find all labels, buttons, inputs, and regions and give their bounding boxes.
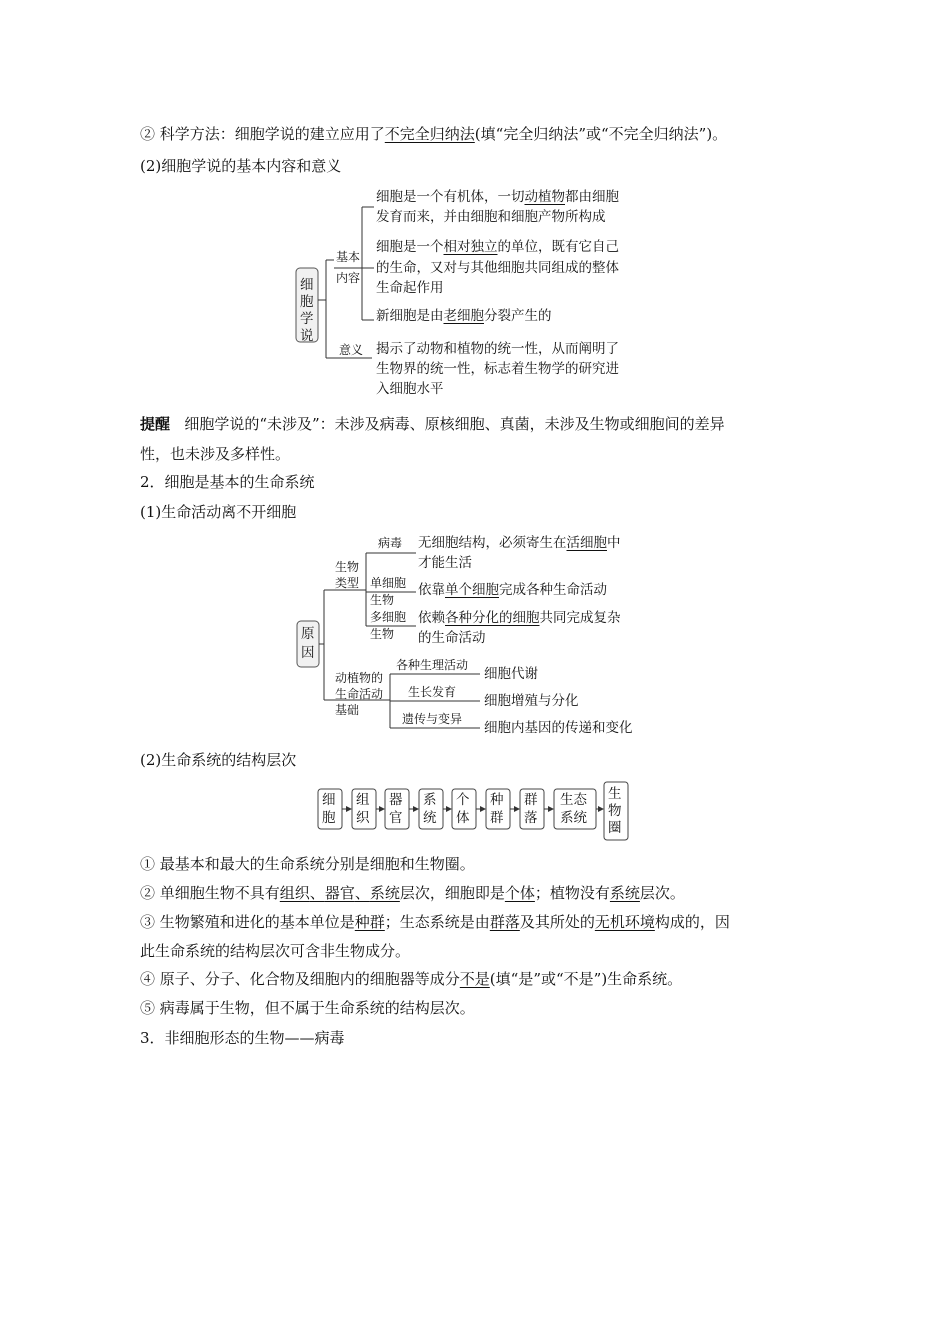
text: 无细胞结构，必须寄生在: [418, 535, 567, 551]
level-text: 官: [389, 810, 403, 826]
root-char: 细: [300, 277, 314, 293]
text: ④ 原子、分子、化合物及细胞内的细胞器等成分: [140, 970, 460, 988]
text: 都由细胞: [565, 189, 619, 205]
level-text: 生态: [560, 792, 587, 808]
answer-blank: 不完全归纳法: [384, 125, 475, 143]
meaning-text: 揭示了动物和植物的统一性，从而阐明了: [376, 341, 619, 357]
answer-blank: 、: [309, 884, 325, 902]
text: 依靠: [418, 582, 445, 598]
answer-blank: 系统: [609, 884, 640, 902]
heading-section-3: 3．非细胞形态的生物——病毒: [140, 1029, 345, 1047]
answer-blank: 活细胞: [566, 535, 607, 551]
text: (填“完全归纳法”或“不完全归纳法”)。: [474, 125, 728, 143]
text: ；植物没有: [534, 884, 610, 902]
label-multi-cell: 多细胞: [370, 610, 407, 624]
activity-label: 生长发育: [408, 685, 457, 699]
activity-label: 各种生理活动: [396, 658, 469, 672]
activity-label: 遗传与变异: [402, 712, 463, 726]
text: 构成的，因: [654, 913, 730, 931]
label-basic: 基本: [336, 250, 361, 264]
answer-blank: 系统: [369, 884, 400, 902]
heading-section-2: 2．细胞是基本的生命系统: [140, 473, 315, 491]
level-text: 生: [608, 786, 622, 802]
label-virus: 病毒: [378, 536, 403, 550]
answer-blank: 、: [354, 884, 370, 902]
level-text: 落: [524, 810, 538, 826]
text: 细胞学说的“未涉及”：未涉及病毒、原核细胞、真菌，未涉及生物或细胞间的差异: [184, 415, 725, 433]
answer-blank: 老细胞: [443, 308, 484, 324]
level-text: 系统: [560, 810, 587, 826]
level-text: 群: [524, 792, 538, 808]
label-basis: 基础: [335, 703, 360, 717]
note-3: [140, 912, 730, 932]
virus-text: 才能生活: [418, 555, 472, 571]
meaning-text: 生物界的统一性，标志着生物学的研究进: [376, 361, 619, 377]
level-text: 胞: [322, 810, 336, 826]
answer-blank: 器官: [324, 884, 355, 902]
root-char: 学: [300, 311, 314, 327]
text: (填“是”或“不是”)生命系统。: [489, 970, 683, 988]
text: 层次，细胞即是: [399, 884, 505, 902]
label-basis: 生命活动: [335, 687, 384, 701]
root-char: 原: [301, 626, 315, 642]
answer-blank: 群落: [489, 913, 520, 931]
activity-result: 细胞内基因的传递和变化: [484, 720, 633, 736]
level-text: 群: [490, 810, 504, 826]
text: 完成各种生命活动: [499, 582, 607, 598]
level-text: 织: [356, 810, 370, 826]
activity-result: 细胞增殖与分化: [484, 693, 579, 709]
note-5: ⑤ 病毒属于生物，但不属于生命系统的结构层次。: [140, 999, 475, 1017]
level-text: 器: [389, 792, 403, 808]
answer-blank: 无机环境: [594, 913, 655, 931]
level-text: 细: [322, 792, 336, 808]
activity-result: 细胞代谢: [484, 666, 538, 682]
label-single-cell: 单细胞: [370, 576, 407, 590]
root-char: 因: [301, 645, 315, 661]
level-text: 物: [608, 803, 622, 819]
text: 共同完成复杂: [539, 610, 621, 626]
label-basis: 动植物的: [335, 671, 384, 685]
label-multi-cell: 生物: [370, 627, 395, 641]
answer-blank: 各种分化的细胞: [445, 610, 540, 626]
answer-blank: 动植物: [524, 189, 565, 205]
label-organism-types: 生物: [335, 560, 360, 574]
label-single-cell: 生物: [370, 593, 395, 607]
subheading-cell-theory: (2)细胞学说的基本内容和意义: [140, 157, 342, 175]
text: 的单位，既有它自己: [497, 239, 619, 255]
root-char: 说: [300, 328, 314, 344]
root-char: 胞: [300, 294, 314, 310]
note-3-cont: 此生命系统的结构层次可含非生物成分。: [140, 942, 411, 960]
answer-blank: 单个细胞: [445, 582, 499, 598]
answer-blank: 不是: [459, 970, 490, 988]
text: 新细胞是由: [376, 308, 444, 324]
multi-cell-text: 的生命活动: [418, 630, 486, 646]
text: 层次。: [639, 884, 685, 902]
answer-blank: 个体: [504, 884, 535, 902]
text: ② 单细胞生物不具有: [140, 884, 280, 902]
text: 及其所处的: [519, 913, 595, 931]
content-1: 发育而来，并由细胞和细胞产物所构成: [376, 209, 606, 225]
content-2: 生命起作用: [376, 280, 444, 296]
note-4: [140, 969, 682, 989]
text: 依赖: [418, 610, 445, 626]
label-basic: 内容: [336, 271, 361, 285]
answer-blank: 独立: [470, 239, 498, 255]
level-text: 统: [423, 810, 437, 826]
note-1: ① 最基本和最大的生命系统分别是细胞和生物圈。: [140, 855, 475, 873]
text: 中: [607, 535, 621, 551]
level-text: 系: [423, 792, 437, 808]
level-text: 个: [456, 792, 470, 808]
text: 分裂产生的: [484, 308, 552, 324]
tip-line-2: 性，也未涉及多样性。: [140, 445, 291, 463]
content-2: 的生命，又对与其他细胞共同组成的整体: [376, 260, 619, 276]
text: ② 科学方法：细胞学说的建立应用了: [140, 125, 385, 143]
meaning-text: 入细胞水平: [376, 381, 444, 397]
tip-label: 提醒: [140, 415, 171, 433]
text: 细胞是一个: [376, 239, 444, 255]
note-2: [140, 883, 685, 903]
text: ；生态系统是由: [384, 913, 490, 931]
subheading-levels: (2)生命系统的结构层次: [140, 751, 297, 769]
level-text: 体: [456, 810, 470, 826]
answer-blank: 种群: [354, 913, 385, 931]
text: 细胞是一个有机体，一切: [376, 189, 525, 205]
answer-blank: 相对: [443, 239, 471, 255]
level-text: 组: [356, 792, 370, 808]
subheading-life-activity: (1)生命活动离不开细胞: [140, 503, 297, 521]
label-meaning: 意义: [339, 343, 364, 357]
level-text: 圈: [608, 820, 622, 836]
text: ③ 生物繁殖和进化的基本单位是: [140, 913, 355, 931]
label-organism-types: 类型: [335, 576, 360, 590]
level-text: 种: [490, 792, 504, 808]
answer-blank: 组织: [279, 884, 310, 902]
